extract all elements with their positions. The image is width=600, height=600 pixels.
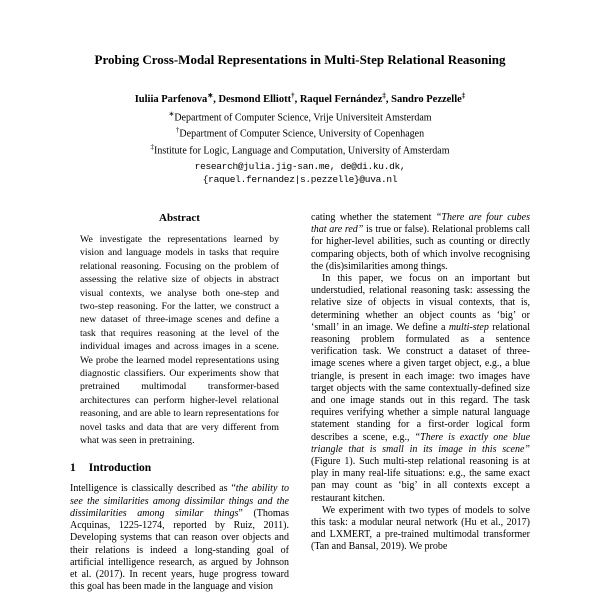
right-paragraph-1: cating whether the statement “There are four cubes that are red” is true or false). Relational problems call for higher-level abilities, such as counting or directly comparing objects, both of which involve recognising the (dis)similarities among things. [311,211,531,272]
affiliations-block [70,108,530,158]
affiliation-2: †Department of Computer Science, University of Copenhagen [175,126,425,140]
email-line-2: {raquel.fernandez|s.pezzelle}@uva.nl [202,173,398,185]
author-3: Raquel Fernández‡, [299,91,392,105]
author-2-affiliation-mark: † [291,91,295,99]
intro-paragraph: Intelligence is classically described as “the ability to see the similarities among dissimilar things and the dissimilarities among similar things” (Thomas Acquinas, 1225-1274, reported by Ruiz, 2011). Developing systems that can reason over objects and their relations is indeed a long-standing goal of artificial intelligence research, as argued by Johnson et al. (2017). In recent years, huge progress toward this goal has been made in the language and vision [70,483,289,593]
abstract-text: We investigate the representations learned by vision and language models in tasks that require relational reasoning. Focusing on the problem of assessing the relative size of objects in abstract visual contexts, we analyse both one-step and two-step reasoning. For the latter, we construct a new dataset of three-image scenes and define a task that requires reasoning at the level of the individual images and across images in a scene. We probe the learned model representations using diagnostic classifiers. Our experiments show that pretrained multimodal transformer-based architectures can perform higher-level relational reasoning, and are able to learn representations for novel tasks and data that are very different from what was seen in pretraining. [80,233,279,447]
author-4-affiliation-mark: ‡ [461,91,466,99]
author-3-affiliation-mark: ‡ [382,91,386,99]
author-4: Sandro Pezzelle‡ [391,91,466,105]
author-2: Desmond Elliott†, [218,91,300,105]
abstract-heading: Abstract [159,211,200,224]
authors-line [70,91,530,105]
emails-block [70,160,530,186]
section-number: 1 [70,462,76,475]
right-paragraph-2: In this paper, we focus on an important but understudied, relational reasoning task: assessing the relative size of objects in visual contexts, that is, determining whether an object counts as ‘big’ or ‘small’ in an image. We define a multi-step relational reasoning problem formulated as a sentence verification task. We construct a dataset of three-image scenes where a given target object, e.g., a blue triangle, is present in each image: two images have target objects with the same contextually-defined size and one image stands out in this regard. The task requires verifying whether a simple natural language statement standing for a first-order logical form describes a scene, e.g., “There is exactly one blue triangle that is small in its image in this scene” (Figure 1). Such multi-step relational reasoning is at play in many real-life situations: e.g., the same exact pan may count as ‘big’ in all contexts except a restaurant kitchen. [311,273,531,504]
affiliation-3: ‡Institute for Logic, Language and Computation, University of Amsterdam [150,143,450,157]
section-title: Introduction [88,462,152,475]
right-column [311,212,530,593]
right-paragraph-3: We experiment with two types of models to solve this task: a modular neural network (Hu et al., 2017) and LXMERT, a pre-trained multimodal transformer (Tan and Bansal, 2019). We probe [311,504,530,553]
affiliation-1: ∗Department of Computer Science, Vrije Universiteit Amsterdam [168,109,432,123]
left-column [70,212,289,593]
two-column-body [70,212,530,593]
paper-title: Probing Cross-Modal Representations in Multi-Step Relational Reasoning [94,52,506,67]
author-1: Iuliia Parfenova∗, [134,91,219,105]
section-heading-introduction [70,462,289,474]
author-1-affiliation-mark: ∗ [207,91,214,99]
email-line-1: research@julia.jig-san.me, de@di.ku.dk, [194,160,406,172]
